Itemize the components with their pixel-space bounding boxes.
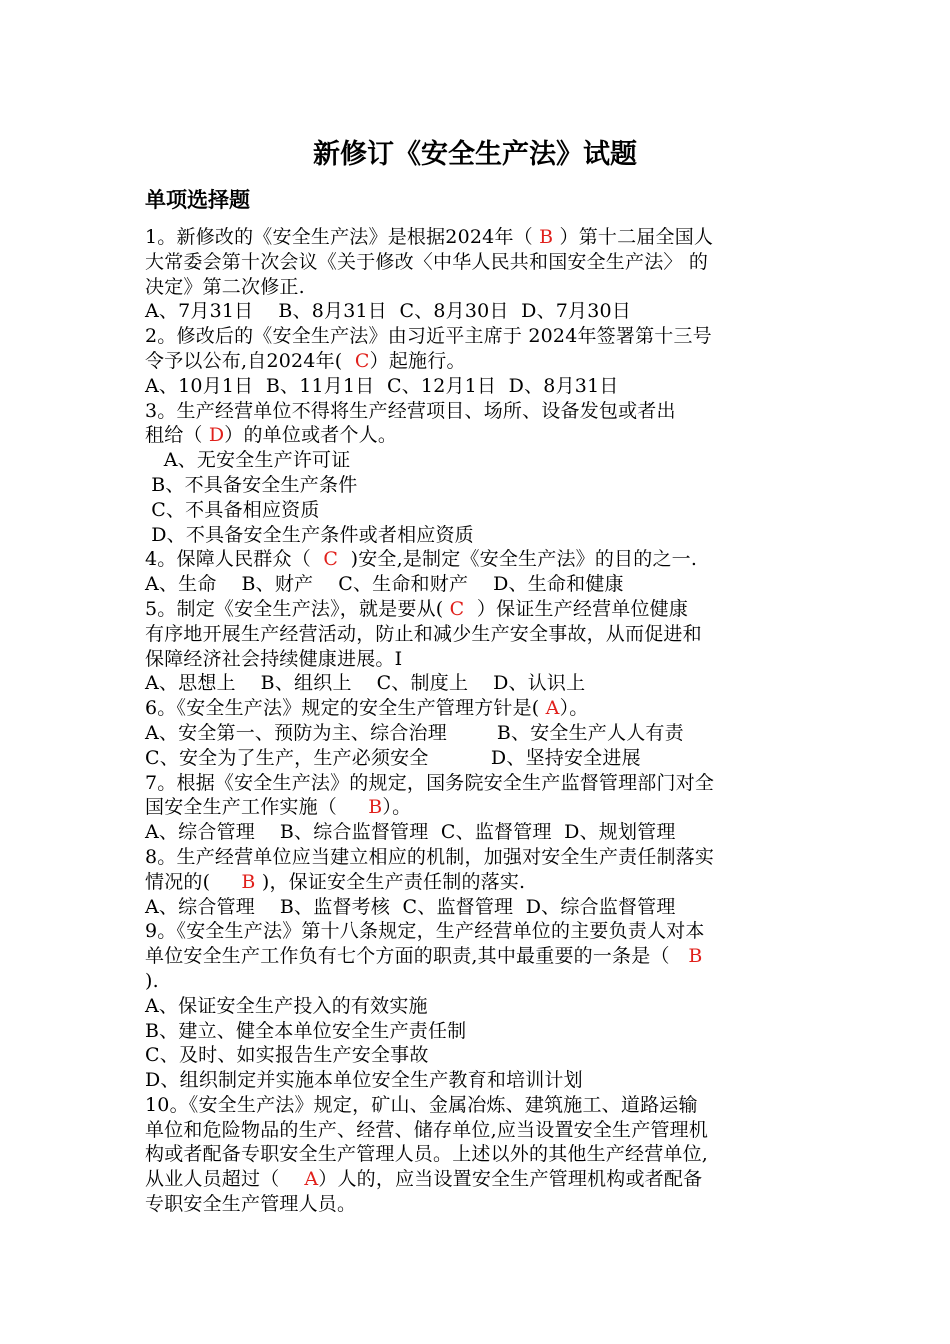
line-text: ）保证生产经营单位健康 bbox=[464, 597, 689, 620]
section-heading: 单项选择题 bbox=[145, 188, 250, 212]
line-text: 大常委会第十次会议《关于修改〈中华人民共和国安全生产法〉 的 bbox=[145, 250, 709, 273]
text-line bbox=[145, 944, 810, 969]
answer-mark: C bbox=[323, 548, 339, 571]
line-text: D、不具备安全生产条件或者相应资质 bbox=[145, 523, 474, 546]
line-text: A、7月31日 B、8月31日 C、8月30日 D、7月30日 bbox=[145, 300, 632, 323]
text-line bbox=[145, 374, 810, 399]
text-line bbox=[145, 696, 810, 721]
text-line bbox=[145, 994, 810, 1019]
line-text: 4。保障人民群众（ bbox=[145, 548, 324, 571]
answer-mark: D bbox=[208, 424, 225, 447]
text-line bbox=[145, 895, 810, 920]
line-text: ）人的，应当设置安全生产管理机构或者配备 bbox=[318, 1168, 703, 1191]
line-text: ）的单位或者个人。 bbox=[224, 424, 398, 447]
text-line bbox=[145, 250, 810, 275]
line-text: 决定》第二次修正. bbox=[145, 275, 305, 298]
line-text: 3。生产经营单位不得将生产经营项目、场所、设备发包或者出 bbox=[145, 399, 676, 422]
text-line bbox=[145, 1118, 810, 1143]
line-text: ）起施行。 bbox=[369, 349, 466, 372]
line-text: ). bbox=[145, 969, 159, 992]
text-line bbox=[145, 349, 810, 374]
text-line bbox=[145, 299, 810, 324]
line-text: C、不具备相应资质 bbox=[145, 498, 320, 521]
text-line bbox=[145, 448, 810, 473]
line-text: A、综合管理 B、监督考核 C、监督管理 D、综合监督管理 bbox=[145, 895, 676, 918]
text-line bbox=[145, 721, 810, 746]
line-text: 国安全生产工作实施（ bbox=[145, 796, 369, 819]
line-text: C、安全为了生产，生产必须安全 D、坚持安全进展 bbox=[145, 746, 641, 769]
line-text: 8。生产经营单位应当建立相应的机制，加强对安全生产责任制落实 bbox=[145, 845, 715, 868]
text-line bbox=[145, 423, 810, 448]
line-text: 单位安全生产工作负有七个方面的职责,其中最重要的一条是（ bbox=[145, 945, 689, 968]
text-line bbox=[145, 820, 810, 845]
line-text: B、建立、健全本单位安全生产责任制 bbox=[145, 1019, 467, 1042]
text-line bbox=[145, 919, 810, 944]
text-line bbox=[145, 498, 810, 523]
line-text: A、10月1日 B、11月1日 C、12月1日 D、8月31日 bbox=[145, 374, 619, 397]
question-body bbox=[145, 225, 810, 1217]
line-text: ）第十二届全国人 bbox=[553, 226, 714, 248]
line-text: A、无安全生产许可证 bbox=[145, 449, 351, 472]
line-text: 有序地开展生产经营活动，防止和减少生产安全事故，从而促进和 bbox=[145, 622, 702, 645]
text-line bbox=[145, 225, 810, 250]
line-text: 构或者配备专职安全生产管理人员。上述以外的其他生产经营单位, bbox=[145, 1143, 709, 1166]
line-text: )，保证安全生产责任制的落实. bbox=[255, 870, 526, 893]
text-line bbox=[145, 1192, 810, 1217]
line-text: 10。《安全生产法》规定，矿山、金属冶炼、建筑施工、道路运输 bbox=[145, 1093, 698, 1116]
text-line bbox=[145, 1043, 810, 1068]
line-text: 1。新修改的《安全生产法》是根据2024年（ bbox=[145, 226, 540, 248]
line-text: 2。修改后的《安全生产法》由习近平主席于 2024年签署第十三号 bbox=[145, 325, 712, 348]
line-text: C、及时、如实报告生产安全事故 bbox=[145, 1044, 429, 1067]
text-line bbox=[145, 1019, 810, 1044]
text-line bbox=[145, 795, 810, 820]
text-line bbox=[145, 1142, 810, 1167]
text-line bbox=[145, 746, 810, 771]
text-line bbox=[145, 572, 810, 597]
text-line bbox=[145, 324, 810, 349]
answer-mark: A bbox=[304, 1168, 319, 1191]
line-text: A、综合管理 B、综合监督管理 C、监督管理 D、规划管理 bbox=[145, 821, 676, 844]
text-line bbox=[145, 275, 810, 300]
line-text: 租给（ bbox=[145, 424, 209, 447]
text-line bbox=[145, 1167, 810, 1192]
answer-mark: B bbox=[241, 870, 256, 893]
answer-mark: B bbox=[688, 945, 703, 968]
line-text: 7。根据《安全生产法》的规定，国务院安全生产监督管理部门对全 bbox=[145, 771, 715, 794]
line-text: 情况的( bbox=[145, 870, 242, 893]
text-line bbox=[145, 870, 810, 895]
text-line bbox=[145, 771, 810, 796]
answer-mark: C bbox=[354, 349, 370, 372]
text-line bbox=[145, 473, 810, 498]
line-text: 6。《安全生产法》规定的安全生产管理方针是( bbox=[145, 697, 546, 720]
line-text: )安全,是制定《安全生产法》的目的之一. bbox=[338, 548, 698, 571]
line-text: 保障经济社会持续健康进展。I bbox=[145, 647, 403, 670]
text-line bbox=[145, 647, 810, 672]
line-text: 5。制定《安全生产法》，就是要从( bbox=[145, 597, 450, 620]
line-text: A、安全第一、预防为主、综合治理 B、安全生产人人有责 bbox=[145, 721, 684, 744]
text-line bbox=[145, 1093, 810, 1118]
text-line bbox=[145, 1068, 810, 1093]
text-line bbox=[145, 399, 810, 424]
text-line bbox=[145, 622, 810, 647]
answer-mark: C bbox=[449, 597, 465, 620]
text-line bbox=[145, 845, 810, 870]
line-text: A、保证安全生产投入的有效实施 bbox=[145, 994, 428, 1017]
line-text: ）。 bbox=[382, 796, 412, 819]
line-text: 专职安全生产管理人员。 bbox=[145, 1193, 357, 1216]
line-text: 令予以公布,自2024年( bbox=[145, 349, 355, 372]
text-line bbox=[145, 547, 810, 572]
answer-mark: B bbox=[368, 796, 383, 819]
answer-mark: A bbox=[545, 697, 560, 720]
line-text: ）。 bbox=[559, 697, 589, 720]
line-text: A、思想上 B、组织上 C、制度上 D、认识上 bbox=[145, 672, 586, 695]
line-text: 单位和危险物品的生产、经营、储存单位,应当设置安全生产管理机 bbox=[145, 1118, 709, 1141]
line-text: 9。《安全生产法》第十八条规定，生产经营单位的主要负责人对本 bbox=[145, 920, 705, 943]
text-line bbox=[145, 969, 810, 994]
text-line bbox=[145, 597, 810, 622]
line-text: 从业人员超过（ bbox=[145, 1168, 305, 1191]
answer-mark: B bbox=[539, 226, 554, 248]
text-line bbox=[145, 523, 810, 548]
line-text: A、生命 B、财产 C、生命和财产 D、生命和健康 bbox=[145, 573, 624, 596]
line-text: D、组织制定并实施本单位安全生产教育和培训计划 bbox=[145, 1069, 583, 1092]
line-text: B、不具备安全生产条件 bbox=[145, 473, 358, 496]
text-line bbox=[145, 671, 810, 696]
document-title: 新修订《安全生产法》试题 bbox=[313, 139, 637, 170]
